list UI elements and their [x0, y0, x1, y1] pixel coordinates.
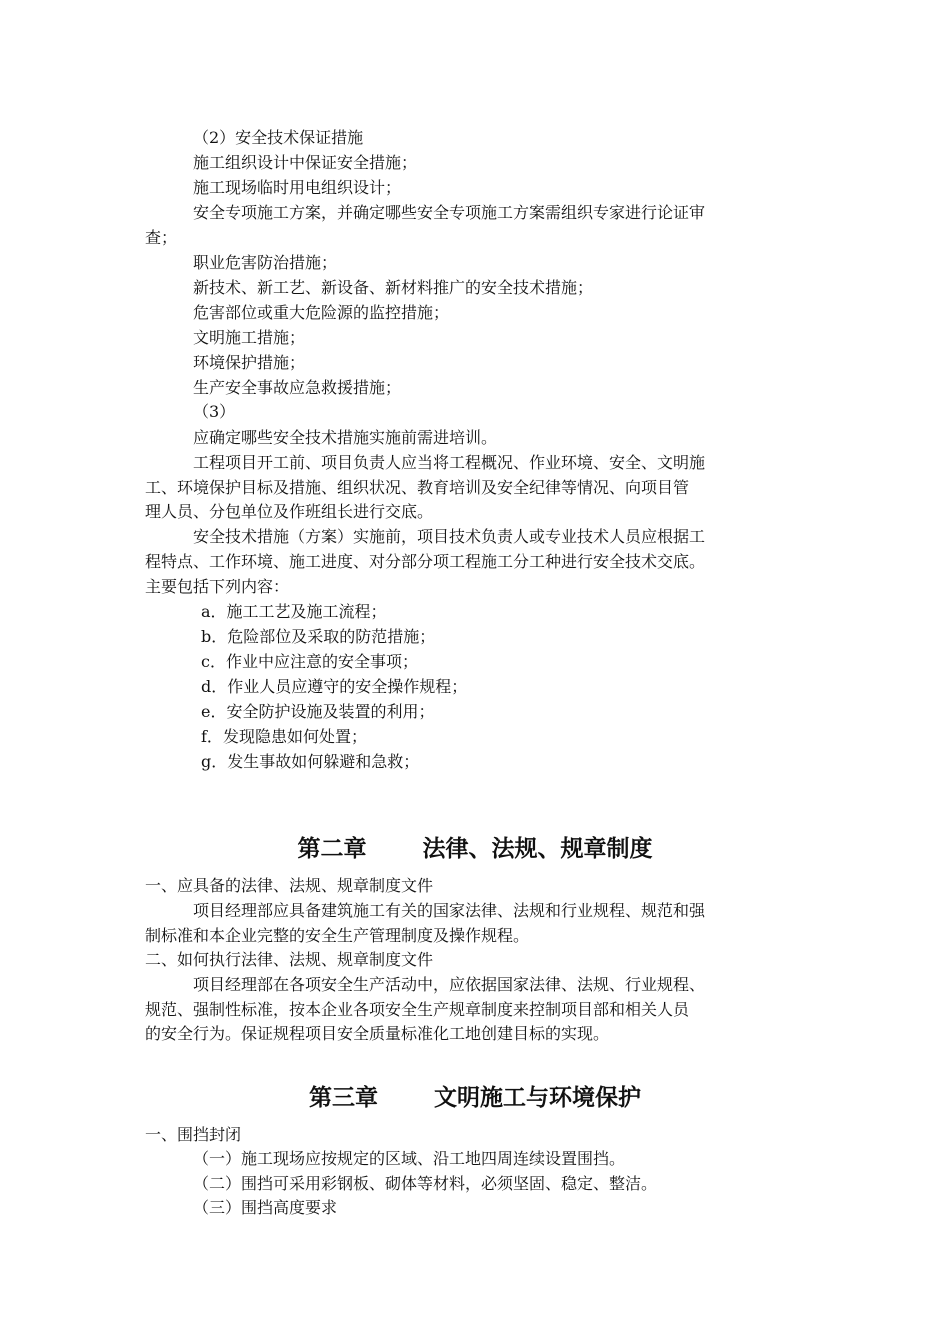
subsection-heading: 一、围挡封闭: [145, 1125, 242, 1144]
list-text: 发现隐患如何处置；: [222, 727, 367, 746]
list-item: [201, 650, 891, 674]
paragraph-line: 安全专项施工方案，并确定哪些安全专项施工方案需组织专家进行论证审: [193, 203, 706, 222]
list-item: [201, 750, 891, 774]
paragraph-line: 制标准和本企业完整的安全生产管理制度及操作规程。: [145, 926, 530, 945]
paragraph-line: 规范、强制性标准，按本企业各项安全生产规章制度来控制项目部和相关人员: [145, 1000, 690, 1019]
list-text: 作业人员应遵守的安全操作规程；: [227, 677, 468, 696]
section-2-heading: （2）安全技术保证措施: [193, 128, 364, 147]
list-item: [201, 625, 891, 649]
list-item: [201, 725, 891, 749]
paragraph-line: （一）施工现场应按规定的区域、沿工地四周连续设置围挡。: [193, 1149, 626, 1168]
paragraph-line: 项目经理部在各项安全生产活动中，应依据国家法律、法规、行业规程、: [193, 975, 706, 994]
paragraph-line: 理人员、分包单位及作班组长进行交底。: [145, 502, 434, 521]
paragraph-line: 施工现场临时用电组织设计；: [193, 178, 402, 197]
list-text: 发生事故如何躲避和急救；: [227, 752, 420, 771]
paragraph-line: （二）围挡可采用彩钢板、砌体等材料，必须坚固、稳定、整洁。: [193, 1174, 658, 1193]
list-text: 危险部位及采取的防范措施；: [227, 627, 436, 646]
section-3-heading: （3）: [193, 402, 236, 421]
paragraph-line: 应确定哪些安全技术措施实施前需进培训。: [193, 428, 498, 447]
paragraph-line: 施工组织设计中保证安全措施；: [193, 153, 418, 172]
list-marker: c．: [201, 652, 226, 671]
list-marker: e．: [201, 702, 227, 721]
list-text: 施工工艺及施工流程；: [226, 602, 387, 621]
paragraph-line: （三）围挡高度要求: [193, 1198, 338, 1217]
paragraph-line: 的安全行为。保证规程项目安全质量标准化工地创建目标的实现。: [145, 1024, 610, 1043]
list-marker: b．: [201, 627, 228, 646]
list-marker: a．: [201, 602, 227, 621]
subsection-heading: 二、如何执行法律、法规、规章制度文件: [145, 950, 434, 969]
list-marker: f．: [201, 727, 223, 746]
paragraph-line: 生产安全事故应急救援措施；: [193, 378, 402, 397]
paragraph-line: 环境保护措施；: [193, 353, 306, 372]
paragraph-line: 职业危害防治措施；: [193, 253, 338, 272]
list-marker: g．: [201, 752, 228, 771]
chapter-title: 法律、法规、规章制度: [422, 836, 653, 862]
list-marker: d．: [201, 677, 228, 696]
subsection-heading: 一、应具备的法律、法规、规章制度文件: [145, 876, 434, 895]
chapter-title: 文明施工与环境保护: [434, 1085, 641, 1111]
paragraph-line: 文明施工措施；: [193, 328, 306, 347]
paragraph-line: 项目经理部应具备建筑施工有关的国家法律、法规和行业规程、规范和强: [193, 901, 706, 920]
list-item: [201, 675, 891, 699]
paragraph-line: 查；: [145, 228, 178, 247]
paragraph-line: 主要包括下列内容：: [145, 577, 290, 596]
chapter-number: 第三章: [309, 1085, 378, 1111]
paragraph-line: 工、环境保护目标及措施、组织状况、教育培训及安全纪律等情况、向项目管: [145, 478, 690, 497]
paragraph-line: 工程项目开工前、项目负责人应当将工程概况、作业环境、安全、文明施: [193, 453, 706, 472]
paragraph-line: 危害部位或重大危险源的监控措施；: [193, 303, 450, 322]
list-item: [201, 600, 891, 624]
chapter-3-heading: [0, 1082, 950, 1114]
paragraph-line: 程特点、工作环境、施工进度、对分部分项工程施工分工种进行安全技术交底。: [145, 552, 706, 571]
paragraph-line: 新技术、新工艺、新设备、新材料推广的安全技术措施；: [193, 278, 594, 297]
paragraph-line: 安全技术措施（方案）实施前，项目技术负责人或专业技术人员应根据工: [193, 527, 706, 546]
chapter-number: 第二章: [297, 836, 367, 862]
list-item: [201, 700, 891, 724]
list-text: 安全防护设施及装置的利用；: [226, 702, 435, 721]
chapter-2-heading: [0, 833, 950, 865]
list-text: 作业中应注意的安全事项；: [225, 652, 418, 671]
